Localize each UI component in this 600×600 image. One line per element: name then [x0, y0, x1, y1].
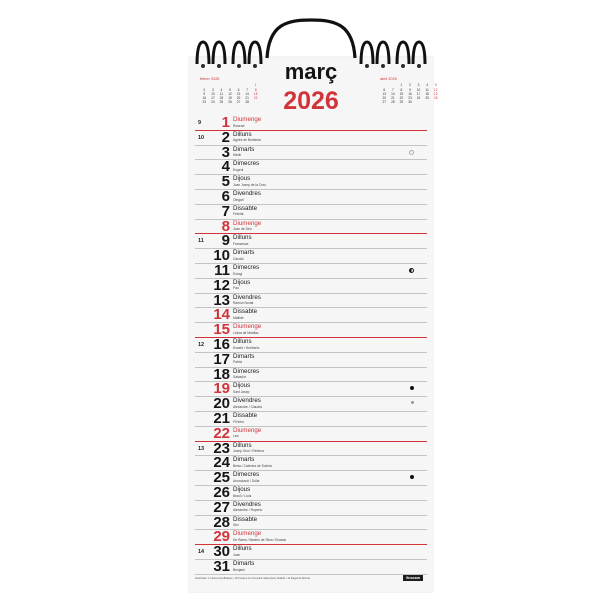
saint-name: Francesca: [233, 241, 249, 246]
mini-day: 30: [408, 100, 412, 105]
mini-day: 7: [391, 87, 394, 92]
day-number: 24: [213, 454, 230, 472]
saint-name: Matilde: [233, 315, 244, 320]
mini-day: 17: [211, 96, 215, 101]
weekday-name: Divendres: [233, 397, 261, 405]
mini-day: 16: [408, 91, 412, 96]
mini-day: 11: [219, 91, 224, 96]
saint-name: Ramon Nonat: [233, 301, 254, 306]
day-number: 2: [221, 128, 230, 146]
day-number: 21: [213, 409, 230, 427]
mini-day: 13: [236, 91, 241, 96]
brand-logo: finocam: [403, 575, 423, 581]
weekday-name: Dimarts: [233, 145, 255, 153]
year-title: 2026: [283, 87, 339, 115]
week-number: 14: [198, 549, 205, 556]
weekday-name: Dijous: [233, 175, 251, 183]
day-number: 30: [213, 543, 230, 561]
mini-day: 22: [399, 96, 404, 101]
mini-day: 8: [400, 87, 403, 92]
day-row: [195, 557, 427, 575]
mini-day: 19: [228, 96, 232, 101]
day-number: 17: [213, 350, 230, 368]
mini-day: 8: [254, 87, 257, 92]
day-number: 16: [213, 335, 230, 353]
mini-day: 5: [229, 87, 231, 92]
mini-day: 18: [219, 96, 224, 101]
next-month-mini-calendar: [380, 77, 440, 105]
mini-day: 7: [246, 87, 249, 92]
saint-name: Benjamí: [233, 567, 246, 572]
mini-day: 17: [416, 91, 421, 96]
mini-day: 6: [383, 87, 386, 92]
saint-name: De Rams / Beatriu de Silva / Eustaci: [233, 537, 287, 542]
saint-name: Eugeni: [233, 167, 244, 172]
day-number: 31: [213, 557, 230, 575]
saint-name: Medir: [233, 153, 242, 158]
saint-name: Eusebi / Heriberto: [233, 345, 260, 350]
mini-day: 3: [417, 83, 420, 88]
weekday-name: Divendres: [233, 293, 261, 301]
weekday-name: Divendres: [233, 189, 261, 197]
week-number: 10: [198, 134, 205, 141]
saint-name: Eulogi: [233, 271, 243, 276]
weekday-name: Dijous: [233, 278, 251, 286]
mini-day: 24: [416, 96, 421, 101]
week-number: 13: [198, 445, 205, 452]
day-number: 4: [221, 158, 230, 176]
mini-day: 20: [382, 96, 387, 101]
saint-name: Alexandre / Ruperto: [233, 508, 263, 513]
mini-day: 13: [382, 91, 387, 96]
day-number: 22: [213, 424, 230, 442]
month-title: març: [284, 59, 338, 84]
mini-day: 22: [253, 96, 258, 101]
day-list: [195, 116, 427, 575]
saint-name: Agnès de Bohèmia: [233, 138, 261, 143]
weekday-name: Dissabte: [233, 515, 258, 523]
day-number: 7: [221, 202, 230, 220]
weekday-name: Dilluns: [233, 337, 252, 345]
mini-day: 24: [211, 100, 215, 105]
mini-day: 19: [433, 91, 438, 96]
saint-name: Fil·lebó: [233, 419, 244, 424]
mini-day: 2: [409, 83, 411, 88]
mini-day: 23: [202, 100, 207, 105]
day-number: 11: [214, 261, 230, 279]
week-number: 11: [198, 238, 204, 245]
footer: [195, 575, 427, 583]
day-number: 19: [213, 380, 230, 398]
day-number: 12: [213, 276, 230, 294]
weekday-name: Diumenge: [233, 530, 262, 538]
day-number: 9: [221, 232, 230, 250]
mini-day: 3: [211, 87, 214, 92]
saint-name: Sant Josep: [233, 389, 250, 394]
day-number: 29: [213, 528, 230, 546]
weekday-name: Dilluns: [233, 234, 252, 242]
day-number: 13: [213, 291, 230, 309]
weekday-name: Dimecres: [233, 471, 260, 479]
mini-day: 23: [408, 96, 412, 101]
mini-day: 14: [391, 91, 395, 96]
weekday-name: Dimarts: [233, 559, 255, 567]
mini-day: 2: [203, 87, 206, 92]
footer-holidays-note: Festivitats: 1 Festa a les Balears • 19 Festa a la Comunitat Valenciana, Madrid • 14 Regió de Múrcia: [195, 577, 310, 580]
weekday-name: Dissabte: [233, 204, 258, 212]
saint-name: Rosend: [233, 123, 245, 128]
saint-name: Pau: [233, 286, 239, 291]
saint-name: Josep Oriol / Rebeca: [233, 449, 264, 454]
mini-day: 25: [425, 96, 429, 101]
weekday-name: Dimarts: [233, 456, 255, 464]
mini-day: 4: [220, 87, 223, 92]
weekday-name: Dimarts: [233, 249, 255, 257]
weekday-name: Dimarts: [233, 352, 255, 360]
mini-day: 15: [253, 91, 258, 96]
mini-day: 6: [237, 87, 240, 92]
saint-name: Berta / Caterina de Suècia: [233, 463, 272, 468]
saint-name: Lluïsa de Marillac: [233, 330, 259, 335]
saint-name: Cándid: [233, 256, 244, 261]
next-month-grid: [380, 83, 440, 104]
day-number: 18: [213, 365, 230, 383]
mini-day: 10: [416, 87, 421, 92]
mini-day: 27: [236, 100, 241, 105]
mini-day: 16: [202, 96, 207, 101]
mini-day: 20: [236, 96, 241, 101]
moon-phase-icon: [409, 268, 414, 273]
day-number: 20: [213, 395, 230, 413]
mini-day: 12: [228, 91, 232, 96]
mini-day: 21: [391, 96, 395, 101]
saint-name: Feliciat: [233, 212, 244, 217]
mini-day: 5: [434, 83, 437, 88]
mini-day: 25: [219, 100, 224, 105]
day-number: 3: [221, 143, 230, 161]
mini-day: 26: [228, 100, 232, 105]
saint-name: Alexandre / Claudia: [233, 404, 262, 409]
prev-month-title: febrer 2026: [200, 77, 220, 81]
moon-phase-icon: [410, 386, 414, 390]
day-number: 28: [213, 513, 230, 531]
saint-name: Olegari: [233, 197, 244, 202]
mini-day: 14: [245, 91, 249, 96]
day-number: 15: [213, 321, 230, 339]
day-number: 25: [213, 469, 230, 487]
mini-day: 27: [382, 100, 387, 105]
moon-phase-icon: [409, 150, 414, 155]
weekday-name: Dimecres: [233, 263, 260, 271]
weekday-name: Diumenge: [233, 323, 262, 331]
weekday-name: Diumenge: [233, 426, 262, 434]
weekday-name: Dilluns: [233, 130, 252, 138]
week-number: 9: [198, 120, 202, 126]
weekday-name: Dimecres: [233, 367, 260, 375]
mini-day: 29: [399, 100, 404, 105]
mini-day: 1: [400, 83, 403, 88]
mini-day: 28: [391, 100, 395, 105]
saint-name: Anunciació / Dúlia: [233, 478, 260, 483]
mini-day: 9: [203, 91, 206, 96]
mini-day: 10: [211, 91, 215, 96]
weekday-name: Dijous: [233, 382, 251, 390]
mini-day: 26: [433, 96, 438, 101]
saint-name: Patrici: [233, 360, 243, 365]
saint-name: Braulí / Lluís: [233, 493, 252, 498]
day-number: 10: [213, 247, 230, 265]
weekday-name: Dilluns: [233, 441, 252, 449]
weekday-name: Diumenge: [233, 219, 262, 227]
next-month-title: abril 2026: [380, 77, 397, 81]
saint-name: Salvador: [233, 375, 247, 380]
weekday-name: Divendres: [233, 500, 261, 508]
week-number: 12: [198, 341, 205, 348]
saint-name: Joan de Déu: [233, 227, 252, 232]
day-number: 14: [213, 306, 230, 324]
mini-day: 11: [425, 87, 429, 92]
moon-phase-icon: [410, 475, 414, 479]
mini-day: 21: [245, 96, 249, 101]
saint-name: Lea: [233, 434, 239, 439]
mini-day: 9: [409, 87, 411, 92]
day-number: 5: [221, 173, 230, 191]
mini-day: 18: [425, 91, 429, 96]
day-number: 27: [213, 498, 230, 516]
day-number: 1: [221, 114, 230, 131]
weekday-name: Dissabte: [233, 308, 258, 316]
moon-phase-icon: [411, 401, 414, 404]
day-number: 23: [213, 439, 230, 457]
day-number: 6: [221, 187, 230, 205]
mini-day: 15: [399, 91, 404, 96]
saint-name: Joan: [233, 552, 241, 557]
weekday-name: Dissabte: [233, 411, 258, 419]
weekday-name: Diumenge: [233, 116, 262, 123]
saint-name: Sixt: [233, 523, 239, 528]
saint-name: Joan Josep de la Creu: [233, 182, 266, 187]
weekday-name: Dilluns: [233, 545, 252, 553]
day-number: 26: [213, 483, 230, 501]
mini-day: 4: [426, 83, 429, 88]
mini-day: 12: [433, 87, 438, 92]
weekday-name: Dijous: [233, 485, 251, 493]
weekday-name: Dimecres: [233, 160, 260, 168]
day-number: 8: [221, 217, 230, 235]
mini-day: 1: [254, 83, 257, 88]
mini-day: 28: [245, 100, 249, 105]
